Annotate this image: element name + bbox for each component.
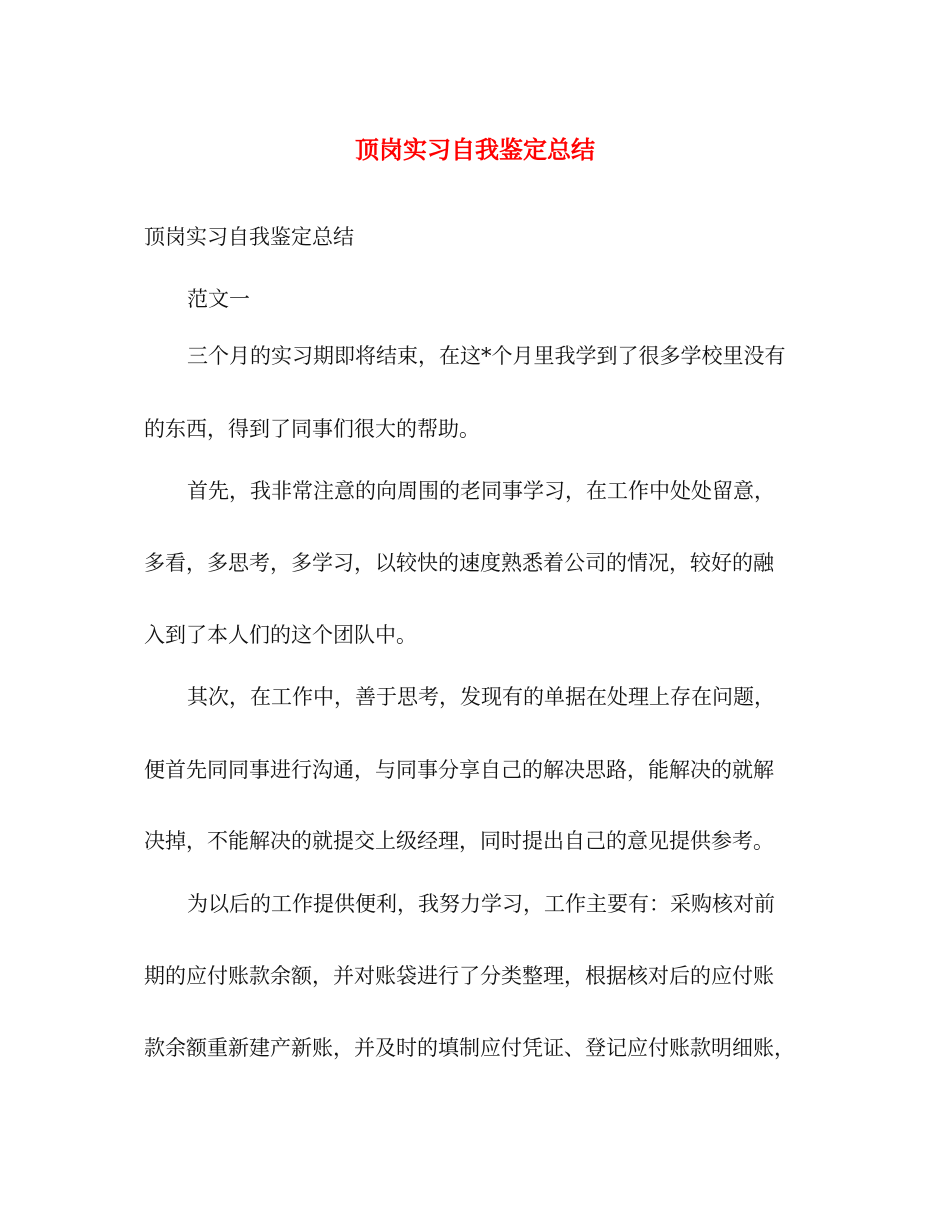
paragraph-line: 便首先同同事进行沟通，与同事分享自己的解决思路，能解决的就解 (144, 758, 774, 782)
document-title: 顶岗实习自我鉴定总结 (355, 135, 595, 164)
document-subtitle: 顶岗实习自我鉴定总结 (144, 225, 354, 249)
paragraph-line: 决掉，不能解决的就提交上级经理，同时提出自己的意见提供参考。 (144, 829, 774, 853)
paragraph-line: 为以后的工作提供便利，我努力学习，工作主要有：采购核对前 (187, 892, 775, 916)
paragraph-line: 款余额重新建产新账，并及时的填制应付凭证、登记应付账款明细账， (144, 1036, 795, 1060)
section-heading: 范文一 (187, 287, 250, 311)
paragraph-line: 首先，我非常注意的向周围的老同事学习，在工作中处处留意， (187, 479, 775, 503)
paragraph-line: 期的应付账款余额，并对账袋进行了分类整理，根据核对后的应付账 (144, 964, 774, 988)
paragraph-line: 其次，在工作中，善于思考，发现有的单据在处理上存在问题， (187, 685, 775, 709)
paragraph-line: 入到了本人们的这个团队中。 (144, 623, 417, 647)
paragraph-line: 的东西，得到了同事们很大的帮助。 (144, 417, 480, 441)
paragraph-line: 三个月的实习期即将结束，在这*个月里我学到了很多学校里没有 (187, 344, 786, 368)
paragraph-line: 多看，多思考，多学习，以较快的速度熟悉着公司的情况，较好的融 (144, 551, 774, 575)
